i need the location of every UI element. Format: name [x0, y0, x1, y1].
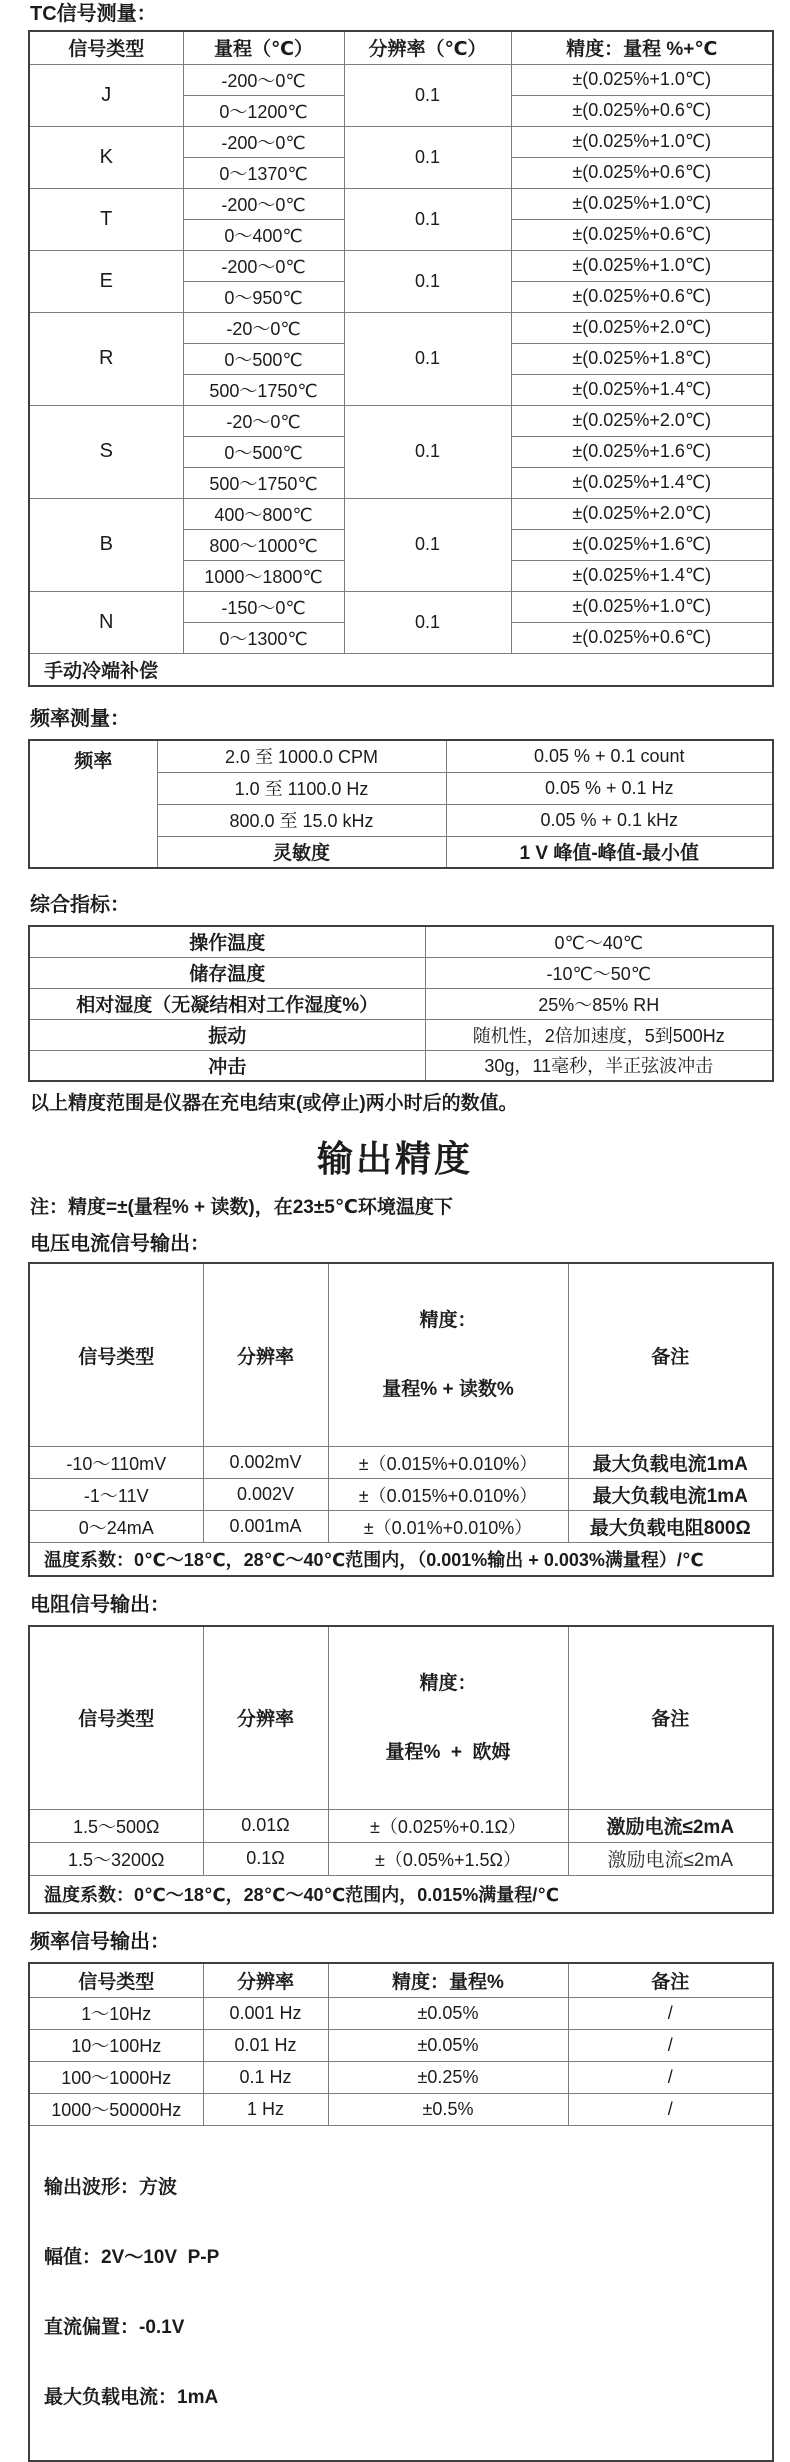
vc-header-signal-type: 信号类型 [29, 1263, 203, 1447]
res-header-resolution: 分辨率 [203, 1626, 328, 1810]
tc-accuracy-cell: ±(0.025%+1.0℃) [511, 250, 773, 281]
vc-accuracy-cell: ±（0.01%+0.010%） [328, 1511, 568, 1543]
res-resolution-cell: 0.1Ω [203, 1842, 328, 1875]
tc-header-signal-type: 信号类型 [29, 31, 183, 64]
vc-type-cell: -1～11V [29, 1479, 203, 1511]
fo-waveform-line: 输出波形：方波 [44, 2176, 178, 2198]
tc-range-cell: -20～0℃ [183, 312, 344, 343]
res-output-table [28, 1625, 774, 1915]
res-type-cell: 1.5～500Ω [29, 1809, 203, 1842]
tc-type-cell: K [29, 126, 183, 188]
vc-header-accuracy-line1: 精度： [419, 1310, 477, 1331]
fo-accuracy-cell: ±0.25% [328, 2061, 568, 2093]
freq-output-title: 频率信号输出： [30, 1931, 170, 1953]
tc-accuracy-cell: ±(0.025%+1.6℃) [511, 529, 773, 560]
fo-header-signal-type: 信号类型 [29, 1963, 203, 1997]
general-section-title: 综合指标： [30, 894, 130, 916]
fo-footer-block [29, 2125, 773, 2461]
tc-range-cell: -20～0℃ [183, 405, 344, 436]
tc-accuracy-cell: ±(0.025%+1.8℃) [511, 343, 773, 374]
tc-accuracy-cell: ±(0.025%+1.4℃) [511, 560, 773, 591]
vc-header-accuracy [328, 1263, 568, 1447]
general-value-cell: -10℃～50℃ [425, 957, 773, 988]
freq-range-cell: 800.0 至 15.0 kHz [157, 804, 446, 836]
vc-header-remark: 备注 [568, 1263, 773, 1447]
tc-range-cell: -200～0℃ [183, 126, 344, 157]
tc-range-cell: 400～800℃ [183, 498, 344, 529]
fo-accuracy-cell: ±0.05% [328, 2029, 568, 2061]
fo-header-resolution: 分辨率 [203, 1963, 328, 1997]
fo-remark-cell: / [568, 2029, 773, 2061]
tc-footer-note: 手动冷端补偿 [29, 653, 773, 686]
vc-output-title: 电压电流信号输出： [30, 1233, 210, 1255]
general-name-cell: 操作温度 [29, 926, 425, 957]
fo-type-cell: 1～10Hz [29, 1997, 203, 2029]
freq-row-label: 频率 [29, 740, 157, 868]
freq-accuracy-cell: 1 V 峰值-峰值-最小值 [446, 836, 773, 868]
fo-accuracy-cell: ±0.05% [328, 1997, 568, 2029]
fo-header-remark: 备注 [568, 1963, 773, 1997]
tc-section-title: TC信号测量： [30, 3, 157, 25]
tc-header-resolution: 分辨率（℃） [344, 31, 511, 64]
accuracy-scope-note: 以上精度范围是仪器在充电结束(或停止)两小时后的数值。 [30, 1093, 518, 1114]
tc-range-cell: 0～1200℃ [183, 95, 344, 126]
tc-range-cell: 500～1750℃ [183, 374, 344, 405]
res-header-remark: 备注 [568, 1626, 773, 1810]
tc-resolution-cell: 0.1 [344, 498, 511, 591]
vc-resolution-cell: 0.001mA [203, 1511, 328, 1543]
vc-header-accuracy-line2: 量程% + 读数% [382, 1379, 514, 1400]
general-value-cell: 0℃～40℃ [425, 926, 773, 957]
freq-range-cell: 1.0 至 1100.0 Hz [157, 772, 446, 804]
tc-type-cell: B [29, 498, 183, 591]
tc-resolution-cell: 0.1 [344, 64, 511, 126]
tc-accuracy-cell: ±(0.025%+0.6℃) [511, 622, 773, 653]
vc-accuracy-cell: ±（0.015%+0.010%） [328, 1479, 568, 1511]
general-table [28, 925, 774, 1082]
tc-type-cell: J [29, 64, 183, 126]
res-temp-coefficient-note: 温度系数：0℃～18℃，28℃～40℃范围内，0.015%满量程/℃ [29, 1875, 773, 1913]
general-name-cell: 相对湿度（无凝结相对工作湿度%） [29, 988, 425, 1019]
vc-resolution-cell: 0.002mV [203, 1447, 328, 1479]
vc-resolution-cell: 0.002V [203, 1479, 328, 1511]
fo-resolution-cell: 0.01 Hz [203, 2029, 328, 2061]
tc-range-cell: 1000～1800℃ [183, 560, 344, 591]
vc-header-resolution: 分辨率 [203, 1263, 328, 1447]
tc-resolution-cell: 0.1 [344, 250, 511, 312]
tc-header-accuracy: 精度：量程 %+℃ [511, 31, 773, 64]
freq-accuracy-cell: 0.05 % + 0.1 Hz [446, 772, 773, 804]
tc-accuracy-cell: ±(0.025%+1.0℃) [511, 64, 773, 95]
fo-remark-cell: / [568, 2093, 773, 2125]
tc-range-cell: -200～0℃ [183, 64, 344, 95]
tc-range-cell: 500～1750℃ [183, 467, 344, 498]
res-remark-cell: 激励电流≤2mA [568, 1809, 773, 1842]
tc-accuracy-cell: ±(0.025%+1.0℃) [511, 126, 773, 157]
tc-accuracy-cell: ±(0.025%+2.0℃) [511, 405, 773, 436]
tc-accuracy-cell: ±(0.025%+1.0℃) [511, 188, 773, 219]
res-accuracy-cell: ±（0.025%+0.1Ω） [328, 1809, 568, 1842]
tc-range-cell: 0～1300℃ [183, 622, 344, 653]
freq-range-cell: 灵敏度 [157, 836, 446, 868]
freq-accuracy-cell: 0.05 % + 0.1 kHz [446, 804, 773, 836]
tc-resolution-cell: 0.1 [344, 405, 511, 498]
tc-measure-table [28, 30, 774, 687]
fo-type-cell: 1000～50000Hz [29, 2093, 203, 2125]
tc-header-range: 量程（℃） [183, 31, 344, 64]
vc-accuracy-cell: ±（0.015%+0.010%） [328, 1447, 568, 1479]
fo-type-cell: 10～100Hz [29, 2029, 203, 2061]
vc-output-table [28, 1262, 774, 1577]
res-header-accuracy-line2: 量程% + 欧姆 [385, 1741, 511, 1763]
tc-range-cell: 0～950℃ [183, 281, 344, 312]
tc-type-cell: N [29, 591, 183, 653]
fo-accuracy-cell: ±0.5% [328, 2093, 568, 2125]
tc-range-cell: -200～0℃ [183, 188, 344, 219]
fo-amplitude-line: 幅值：2V～10V P-P [44, 2246, 220, 2268]
tc-resolution-cell: 0.1 [344, 126, 511, 188]
fo-resolution-cell: 0.1 Hz [203, 2061, 328, 2093]
tc-accuracy-cell: ±(0.025%+0.6℃) [511, 95, 773, 126]
tc-accuracy-cell: ±(0.025%+0.6℃) [511, 219, 773, 250]
res-output-title: 电阻信号输出： [30, 1593, 170, 1616]
tc-range-cell: 800～1000℃ [183, 529, 344, 560]
fo-remark-cell: / [568, 2061, 773, 2093]
tc-type-cell: S [29, 405, 183, 498]
res-remark-cell: 激励电流≤2mA [568, 1842, 773, 1875]
tc-type-cell: E [29, 250, 183, 312]
freq-range-cell: 2.0 至 1000.0 CPM [157, 740, 446, 772]
vc-remark-cell: 最大负载电流1mA [568, 1447, 773, 1479]
output-accuracy-heading: 输出精度 [316, 1138, 473, 1179]
res-header-accuracy [328, 1626, 568, 1810]
tc-range-cell: 0～500℃ [183, 343, 344, 374]
general-value-cell: 30g，11毫秒，半正弦波冲击 [425, 1050, 773, 1081]
tc-resolution-cell: 0.1 [344, 188, 511, 250]
res-type-cell: 1.5～3200Ω [29, 1842, 203, 1875]
res-accuracy-cell: ±（0.05%+1.5Ω） [328, 1842, 568, 1875]
fo-resolution-cell: 1 Hz [203, 2093, 328, 2125]
fo-max-load-current-line: 最大负载电流：1mA [44, 2386, 219, 2408]
vc-remark-cell: 最大负载电流1mA [568, 1479, 773, 1511]
vc-type-cell: -10～110mV [29, 1447, 203, 1479]
tc-range-cell: 0～500℃ [183, 436, 344, 467]
tc-range-cell: 0～400℃ [183, 219, 344, 250]
tc-type-cell: R [29, 312, 183, 405]
tc-accuracy-cell: ±(0.025%+1.0℃) [511, 591, 773, 622]
tc-range-cell: -150～0℃ [183, 591, 344, 622]
fo-dc-offset-line: 直流偏置：-0.1V [44, 2316, 185, 2338]
tc-resolution-cell: 0.1 [344, 312, 511, 405]
tc-type-cell: T [29, 188, 183, 250]
fo-resolution-cell: 0.001 Hz [203, 1997, 328, 2029]
res-header-signal-type: 信号类型 [29, 1626, 203, 1810]
output-accuracy-note: 注：精度=±(量程% + 读数)，在23±5℃环境温度下 [30, 1197, 453, 1218]
tc-accuracy-cell: ±(0.025%+1.4℃) [511, 467, 773, 498]
tc-accuracy-cell: ±(0.025%+0.6℃) [511, 281, 773, 312]
tc-resolution-cell: 0.1 [344, 591, 511, 653]
res-header-accuracy-line1: 精度： [419, 1672, 477, 1694]
fo-type-cell: 100～1000Hz [29, 2061, 203, 2093]
tc-range-cell: -200～0℃ [183, 250, 344, 281]
tc-accuracy-cell: ±(0.025%+2.0℃) [511, 312, 773, 343]
tc-accuracy-cell: ±(0.025%+1.4℃) [511, 374, 773, 405]
general-name-cell: 振动 [29, 1019, 425, 1050]
vc-temp-coefficient-note: 温度系数：0℃～18℃，28℃～40℃范围内，（0.001%输出 + 0.003%满量程）/℃ [29, 1543, 773, 1576]
fo-header-accuracy: 精度：量程% [328, 1963, 568, 1997]
freq-section-title: 频率测量： [30, 708, 130, 730]
tc-range-cell: 0～1370℃ [183, 157, 344, 188]
tc-accuracy-cell: ±(0.025%+1.6℃) [511, 436, 773, 467]
general-name-cell: 冲击 [29, 1050, 425, 1081]
tc-accuracy-cell: ±(0.025%+2.0℃) [511, 498, 773, 529]
freq-measure-table [28, 739, 774, 869]
general-value-cell: 随机性，2倍加速度，5到500Hz [425, 1019, 773, 1050]
freq-accuracy-cell: 0.05 % + 0.1 count [446, 740, 773, 772]
vc-type-cell: 0～24mA [29, 1511, 203, 1543]
general-value-cell: 25%～85% RH [425, 988, 773, 1019]
general-name-cell: 储存温度 [29, 957, 425, 988]
fo-remark-cell: / [568, 1997, 773, 2029]
res-resolution-cell: 0.01Ω [203, 1809, 328, 1842]
tc-accuracy-cell: ±(0.025%+0.6℃) [511, 157, 773, 188]
vc-remark-cell: 最大负载电阻800Ω [568, 1511, 773, 1543]
freq-output-table [28, 1962, 774, 2462]
